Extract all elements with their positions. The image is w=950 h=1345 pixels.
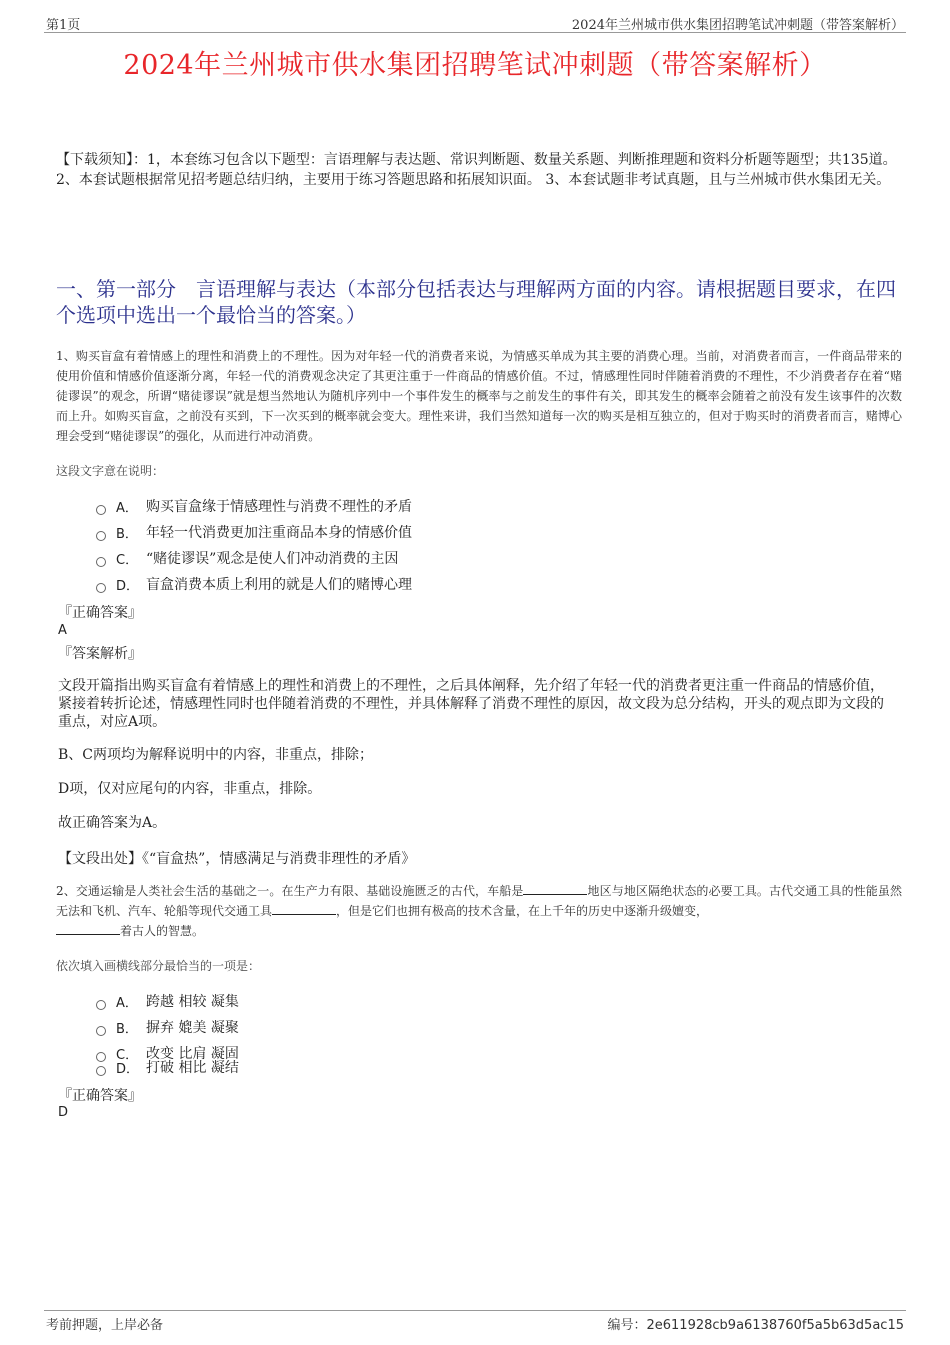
q1-answer: A: [58, 623, 67, 638]
q2-prompt: 依次填入画横线部分最恰当的一项是：: [56, 959, 261, 973]
q1-analysis-p1: 文段开篇指出购买盲盒有着情感上的理性和消费上的不理性，之后具体阐释，先介绍了年轻一代的消费者更注重一件商品的情感价值，紧接着转折论述，情感理性同时也伴随着消费的不理性，并具体解释了消费不理性的原因，故文段为总分结构，开头的观点即为文段的重点，对应A项。: [58, 678, 884, 730]
option-letter: D．: [116, 1061, 140, 1077]
q1-option-a[interactable]: [96, 497, 412, 515]
option-text: 跨越 相较 凝集: [146, 994, 239, 1010]
radio-icon[interactable]: [96, 583, 106, 593]
q2-answer-label: 『正确答案』: [58, 1088, 142, 1104]
download-notice: 【下载须知】：1，本套练习包含以下题型：言语理解与表达题、常识判断题、数量关系题、判断推理题和资料分析题等题型；共135道。 2、本套试题根据常见招考题总结归纳，主要用于练习答题思路和拓展知识面。 3、本套试题非考试真题，且与兰州城市供水集团无关。: [56, 152, 897, 188]
q1-analysis-p3: D项，仅对应尾句的内容，非重点，排除。: [58, 781, 322, 797]
radio-icon[interactable]: [96, 557, 106, 567]
q1-option-c[interactable]: [96, 549, 398, 567]
page-title: 2024年兰州城市供水集团招聘笔试冲刺题（带答案解析）: [123, 50, 827, 81]
fill-blank[interactable]: [56, 922, 120, 935]
radio-icon[interactable]: [96, 1026, 106, 1036]
option-letter: A．: [116, 500, 138, 516]
radio-icon[interactable]: [96, 1000, 106, 1010]
option-text: 年轻一代消费更加注重商品本身的情感价值: [146, 525, 412, 541]
q1-passage: 1、购买盲盒有着情感上的理性和消费上的不理性。因为对年轻一代的消费者来说，为情感买单成为其主要的消费心理。当前，对消费者而言，一件商品带来的使用价值和情感价值逐渐分离，年轻一代的消费观念决定了其更注重于一件商品的情感价值。不过，情感理性同时伴随着消费的不理性，不少消费者存在着“赌徒谬误”的观念，所谓“赌徒谬误”就是想当然地认为随机序列中一个事件发生的概率与之前发生的事件有关，即其发生的概率会随着之前没有发生该事件的次数而上升。如购买盲盒，之前没有买到，下一次买到的概率就会变大。理性来讲，我们当然知道每一次的购买是相互独立的，但对于购买时的消费者而言，赌博心理会受到“赌徒谬误”的强化，从而进行冲动消费。: [56, 349, 902, 443]
q1-answer-label: 『正确答案』: [58, 605, 142, 621]
q1-analysis-p2: B、C两项均为解释说明中的内容，非重点，排除；: [58, 747, 373, 763]
q1-option-b[interactable]: [96, 523, 412, 541]
q2-passage: [56, 881, 902, 941]
option-letter: B．: [116, 526, 138, 542]
q2-passage-part: ，但是它们也拥有极高的技术含量，在上千年的历史中逐渐升级嬗变，: [336, 904, 709, 918]
q1-source: 【文段出处】《“盲盒热”，情感满足与消费非理性的矛盾》: [58, 851, 416, 867]
header-doc-title: 2024年兰州城市供水集团招聘笔试冲刺题（带答案解析）: [571, 18, 904, 33]
q2-option-a[interactable]: [96, 992, 239, 1010]
fill-blank[interactable]: [272, 902, 336, 915]
q1-analysis-label: 『答案解析』: [58, 646, 142, 662]
q2-passage-part: 着古人的智慧。: [120, 924, 205, 938]
q1-prompt: 这段文字意在说明：: [56, 464, 165, 478]
option-text: 改变 比肩 凝固: [146, 1046, 239, 1062]
q2-passage-part: 地区与地区隔绝状态的必要工具。古代交通工具的性能虽然无法和飞机、汽车、轮船等现代交通工具: [56, 884, 902, 918]
page-number: 第1页: [46, 18, 81, 33]
header-divider: [44, 32, 906, 33]
option-text: 打破 相比 凝结: [146, 1060, 239, 1076]
q1-analysis-p4: 故正确答案为A。: [58, 815, 167, 831]
q2-option-d[interactable]: [96, 1058, 239, 1076]
radio-icon[interactable]: [96, 505, 106, 515]
option-text: 购买盲盒缘于情感理性与消费不理性的矛盾: [146, 499, 412, 515]
q2-option-b[interactable]: [96, 1018, 239, 1036]
option-letter: A．: [116, 995, 138, 1011]
footer-code-value: 2e611928cb9a6138760f5a5b63d5ac15: [646, 1318, 904, 1333]
option-letter: D．: [116, 578, 140, 594]
section-heading: 一、第一部分 言语理解与表达（本部分包括表达与理解两方面的内容。请根据题目要求，在四个选项中选出一个最恰当的答案。）: [56, 277, 896, 327]
radio-icon[interactable]: [96, 531, 106, 541]
footer-code: [607, 1314, 904, 1333]
option-letter: C．: [116, 552, 139, 568]
q2-answer: D: [58, 1105, 69, 1120]
option-letter: B．: [116, 1021, 138, 1037]
option-letter: C．: [116, 1047, 139, 1063]
footer-divider: [44, 1310, 906, 1311]
fill-blank[interactable]: [523, 882, 587, 895]
footer-code-label: 编号：: [607, 1318, 647, 1333]
option-text: 摒弃 媲美 凝聚: [146, 1020, 239, 1036]
footer-slogan: 考前押题，上岸必备: [46, 1318, 164, 1333]
radio-icon[interactable]: [96, 1066, 106, 1076]
q2-passage-part: 2、交通运输是人类社会生活的基础之一。在生产力有限、基础设施匮乏的古代，车船是: [56, 884, 524, 898]
option-text: 盲盒消费本质上利用的就是人们的赌博心理: [146, 577, 412, 593]
q1-option-d[interactable]: [96, 575, 412, 593]
option-text: “赌徒谬误”观念是使人们冲动消费的主因: [146, 551, 399, 567]
